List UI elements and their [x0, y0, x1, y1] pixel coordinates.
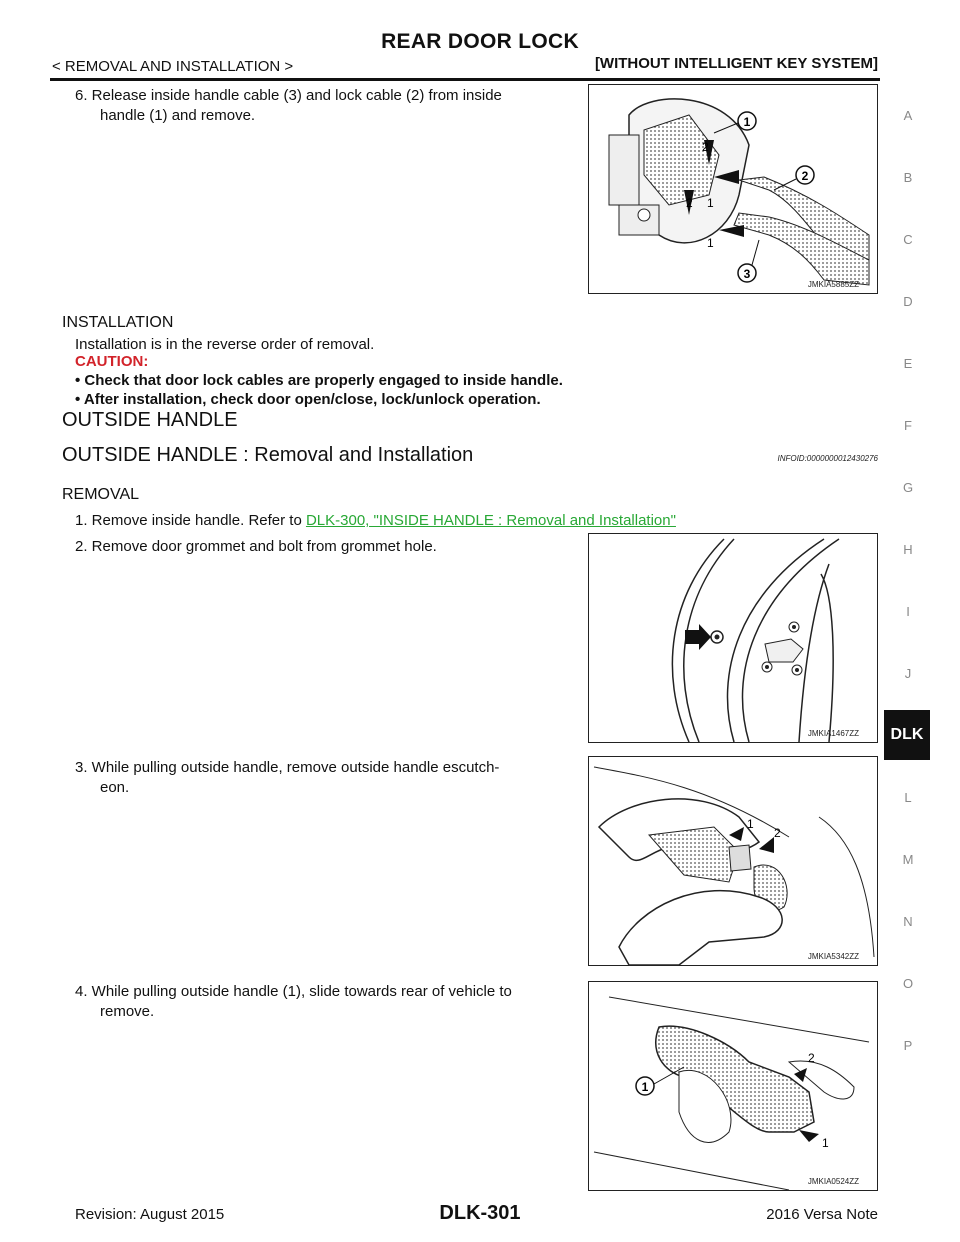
step-2: 2. Remove door grommet and bolt from grommet hole. — [75, 538, 437, 555]
callout-1: 1 — [641, 1080, 649, 1094]
sidebar-letter-c[interactable]: C — [903, 232, 913, 247]
escutcheon-illustration — [589, 757, 877, 965]
arrow-label-1: 1 — [822, 1136, 829, 1150]
step-6-line1: 6. Release inside handle cable (3) and lock cable (2) from inside — [75, 87, 502, 104]
footer-page-number: DLK-301 — [439, 1202, 521, 1224]
sidebar-letter-i[interactable]: I — [906, 604, 910, 619]
step-4-line2: remove. — [100, 1003, 155, 1020]
figure-code: JMKIA1467ZZ — [807, 729, 859, 738]
door-panel-illustration — [589, 534, 877, 742]
header-rule — [50, 78, 880, 81]
figure-outside-handle-removal — [588, 981, 878, 1191]
inside-handle-illustration — [589, 85, 877, 293]
sidebar-letter-p[interactable]: P — [903, 1038, 913, 1053]
caution-label: CAUTION: — [75, 353, 149, 370]
step-1-link[interactable]: DLK-300, "INSIDE HANDLE : Removal and Installation" — [305, 512, 676, 529]
figure-escutcheon-removal — [588, 756, 878, 966]
system-label: [WITHOUT INTELLIGENT KEY SYSTEM] — [594, 55, 878, 72]
sidebar-letter-a[interactable]: A — [903, 108, 913, 123]
sidebar-letter-f[interactable]: F — [904, 418, 912, 433]
step-4-line1: 4. While pulling outside handle (1), slide towards rear of vehicle to — [75, 983, 512, 1000]
page-title: REAR DOOR LOCK — [381, 30, 579, 53]
arrow-label-2b: 2 — [686, 196, 693, 210]
sidebar-letter-n[interactable]: N — [903, 914, 913, 929]
figure-inside-handle-cables — [588, 84, 878, 294]
sidebar-letter-j[interactable]: J — [904, 666, 912, 681]
arrow-label-1b: 1 — [707, 236, 714, 250]
arrow-label-2: 2 — [774, 826, 781, 840]
figure-code: JMKIA5885ZZ — [807, 280, 859, 289]
footer-revision: Revision: August 2015 — [75, 1206, 225, 1223]
sidebar-letter-d[interactable]: D — [903, 294, 913, 309]
removal-heading: REMOVAL — [62, 486, 140, 503]
step-1 — [75, 511, 676, 531]
info-id: INFOID:0000000012430276 — [777, 454, 878, 463]
outside-handle-illustration — [589, 982, 877, 1190]
step-1-text: 1. Remove inside handle. Refer to — [75, 512, 302, 529]
callout-2: 2 — [801, 169, 809, 183]
caution-bullet-1: • Check that door lock cables are properly engaged to inside handle. — [75, 372, 563, 389]
section-title: OUTSIDE HANDLE — [62, 409, 238, 431]
arrow-label-1: 1 — [747, 817, 754, 831]
arrow-label-2a: 2 — [702, 140, 709, 154]
sidebar-letter-g[interactable]: G — [902, 480, 914, 495]
figure-grommet-hole — [588, 533, 878, 743]
arrow-label-2: 2 — [808, 1051, 815, 1065]
step-3-line2: eon. — [100, 779, 130, 796]
step-3-line1: 3. While pulling outside handle, remove outside handle escutch- — [75, 759, 500, 776]
arrow-label-1a: 1 — [707, 196, 714, 210]
figure-code: JMKIA5342ZZ — [807, 952, 859, 961]
sidebar-tab-active[interactable]: DLK — [884, 710, 930, 760]
step-4 — [75, 982, 577, 1022]
section-subtitle: OUTSIDE HANDLE : Removal and Installation — [62, 444, 474, 466]
callout-1: 1 — [743, 115, 751, 129]
sidebar-letter-b[interactable]: B — [903, 170, 913, 185]
caution-bullet-2: • After installation, check door open/close, lock/unlock operation. — [75, 391, 541, 408]
step-6-line2: handle (1) and remove. — [100, 107, 256, 124]
step-6 — [75, 86, 577, 126]
installation-heading: INSTALLATION — [62, 314, 174, 331]
sidebar-letter-m[interactable]: M — [902, 852, 914, 867]
sidebar-letter-e[interactable]: E — [903, 356, 913, 371]
sidebar-letter-l[interactable]: L — [904, 790, 912, 805]
sidebar-letter-o[interactable]: O — [902, 976, 914, 991]
figure-code: JMKIA0524ZZ — [807, 1177, 859, 1186]
footer-model: 2016 Versa Note — [766, 1206, 878, 1223]
sidebar-letter-h[interactable]: H — [903, 542, 913, 557]
installation-text: Installation is in the reverse order of removal. — [75, 336, 375, 353]
step-3 — [75, 758, 577, 798]
breadcrumb: < REMOVAL AND INSTALLATION > — [52, 58, 294, 75]
callout-3: 3 — [743, 267, 751, 281]
